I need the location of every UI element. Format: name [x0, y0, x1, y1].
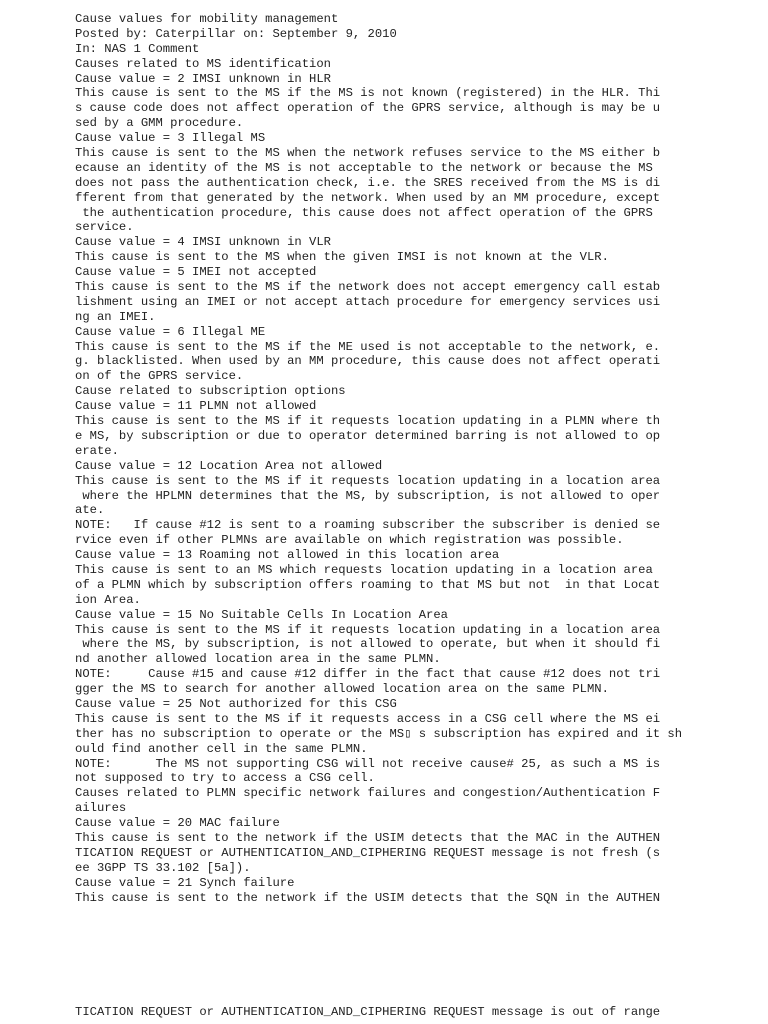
text-line: This cause is sent to the MS when the given IMSI is not known at the VLR.	[75, 250, 609, 265]
text-line: TICATION REQUEST or AUTHENTICATION_AND_CIPHERING REQUEST message is not fresh (s	[75, 845, 661, 860]
text-line: This cause is sent to the MS if it requests location updating in a PLMN where th	[75, 414, 661, 429]
text-line: of a PLMN which by subscription offers roaming to that MS but not in that Locat	[75, 577, 661, 592]
document-body	[75, 12, 725, 905]
text-line: Posted by: Caterpillar on: September 9, 2010	[75, 26, 397, 41]
text-line: This cause is sent to the network if the USIM detects that the SQN in the AUTHEN	[75, 890, 661, 905]
text-line: Cause value = 6 Illegal ME	[75, 324, 266, 339]
text-line: This cause is sent to the MS if it requests access in a CSG cell where the MS ei	[75, 711, 661, 726]
text-line: Causes related to PLMN specific network failures and congestion/Authentication F	[75, 786, 661, 801]
continuation-line: TICATION REQUEST or AUTHENTICATION_AND_CIPHERING REQUEST message is out of range	[75, 1005, 661, 1019]
text-line: In: NAS 1 Comment	[75, 41, 200, 56]
text-line: lishment using an IMEI or not accept attach procedure for emergency services usi	[75, 294, 661, 309]
text-line: NOTE: If cause #12 is sent to a roaming subscriber the subscriber is denied se	[75, 518, 661, 533]
text-line: Cause value = 11 PLMN not allowed	[75, 399, 317, 414]
text-line: This cause is sent to the MS if the MS is not known (registered) in the HLR. Thi	[75, 86, 661, 101]
text-line: Cause value = 25 Not authorized for this CSG	[75, 696, 397, 711]
text-line: sed by a GMM procedure.	[75, 116, 244, 131]
text-line: ng an IMEI.	[75, 309, 156, 324]
text-line: This cause is sent to the MS if the ME used is not acceptable to the network, e.	[75, 339, 661, 354]
text-line: where the HPLMN determines that the MS, by subscription, is not allowed to oper	[75, 488, 661, 503]
text-line: rvice even if other PLMNs are available on which registration was possible.	[75, 533, 624, 548]
text-line: This cause is sent to the MS if the network does not accept emergency call estab	[75, 280, 661, 295]
text-line: Cause value = 20 MAC failure	[75, 816, 280, 831]
text-line: ther has no subscription to operate or the MS▯ s subscription has expired and it sh	[75, 726, 683, 741]
text-line: ee 3GPP TS 33.102 [5a]).	[75, 860, 251, 875]
text-line: This cause is sent to the MS when the network refuses service to the MS either b	[75, 146, 661, 161]
text-line: Cause value = 13 Roaming not allowed in this location area	[75, 548, 500, 563]
text-line: Cause related to subscription options	[75, 384, 346, 399]
text-line: service.	[75, 220, 134, 235]
text-line: Cause value = 2 IMSI unknown in HLR	[75, 71, 331, 86]
text-line: This cause is sent to an MS which requests location updating in a location area	[75, 562, 653, 577]
text-line: does not pass the authentication check, i.e. the SRES received from the MS is di	[75, 175, 661, 190]
text-line: ould find another cell in the same PLMN.	[75, 741, 368, 756]
text-line: e MS, by subscription or due to operator determined barring is not allowed to op	[75, 428, 661, 443]
text-line: g. blacklisted. When used by an MM procedure, this cause does not affect operati	[75, 354, 661, 369]
text-line: ion Area.	[75, 592, 141, 607]
text-line: Cause values for mobility management	[75, 12, 339, 26]
text-line: where the MS, by subscription, is not allowed to operate, but when it should fi	[75, 637, 661, 652]
text-line: This cause is sent to the network if the USIM detects that the MAC in the AUTHEN	[75, 830, 661, 845]
text-line: nd another allowed location area in the same PLMN.	[75, 652, 441, 667]
text-line: ate.	[75, 503, 105, 518]
text-line: NOTE: The MS not supporting CSG will not receive cause# 25, as such a MS is	[75, 756, 661, 771]
text-line: the authentication procedure, this cause does not affect operation of the GPRS	[75, 205, 653, 220]
text-line: gger the MS to search for another allowed location area on the same PLMN.	[75, 682, 609, 697]
text-line: This cause is sent to the MS if it requests location updating in a location area	[75, 622, 661, 637]
text-line: Cause value = 21 Synch failure	[75, 875, 295, 890]
text-line: s cause code does not affect operation of the GPRS service, although is may be u	[75, 101, 661, 116]
text-line: ecause an identity of the MS is not acceptable to the network or because the MS	[75, 160, 653, 175]
text-line: not supposed to try to access a CSG cell.	[75, 771, 375, 786]
text-line: Cause value = 15 No Suitable Cells In Location Area	[75, 607, 448, 622]
text-line: Cause value = 4 IMSI unknown in VLR	[75, 235, 331, 250]
text-line: Cause value = 12 Location Area not allowed	[75, 458, 383, 473]
document-continuation	[75, 1005, 725, 1020]
text-line: This cause is sent to the MS if it requests location updating in a location area	[75, 473, 661, 488]
text-line: ailures	[75, 801, 127, 816]
text-line: NOTE: Cause #15 and cause #12 differ in the fact that cause #12 does not tri	[75, 667, 661, 682]
text-line: Cause value = 5 IMEI not accepted	[75, 265, 317, 280]
text-line: Causes related to MS identification	[75, 56, 331, 71]
text-line: fferent from that generated by the network. When used by an MM procedure, except	[75, 190, 661, 205]
text-line: erate.	[75, 443, 119, 458]
text-line: Cause value = 3 Illegal MS	[75, 131, 266, 146]
text-line: on of the GPRS service.	[75, 369, 244, 384]
